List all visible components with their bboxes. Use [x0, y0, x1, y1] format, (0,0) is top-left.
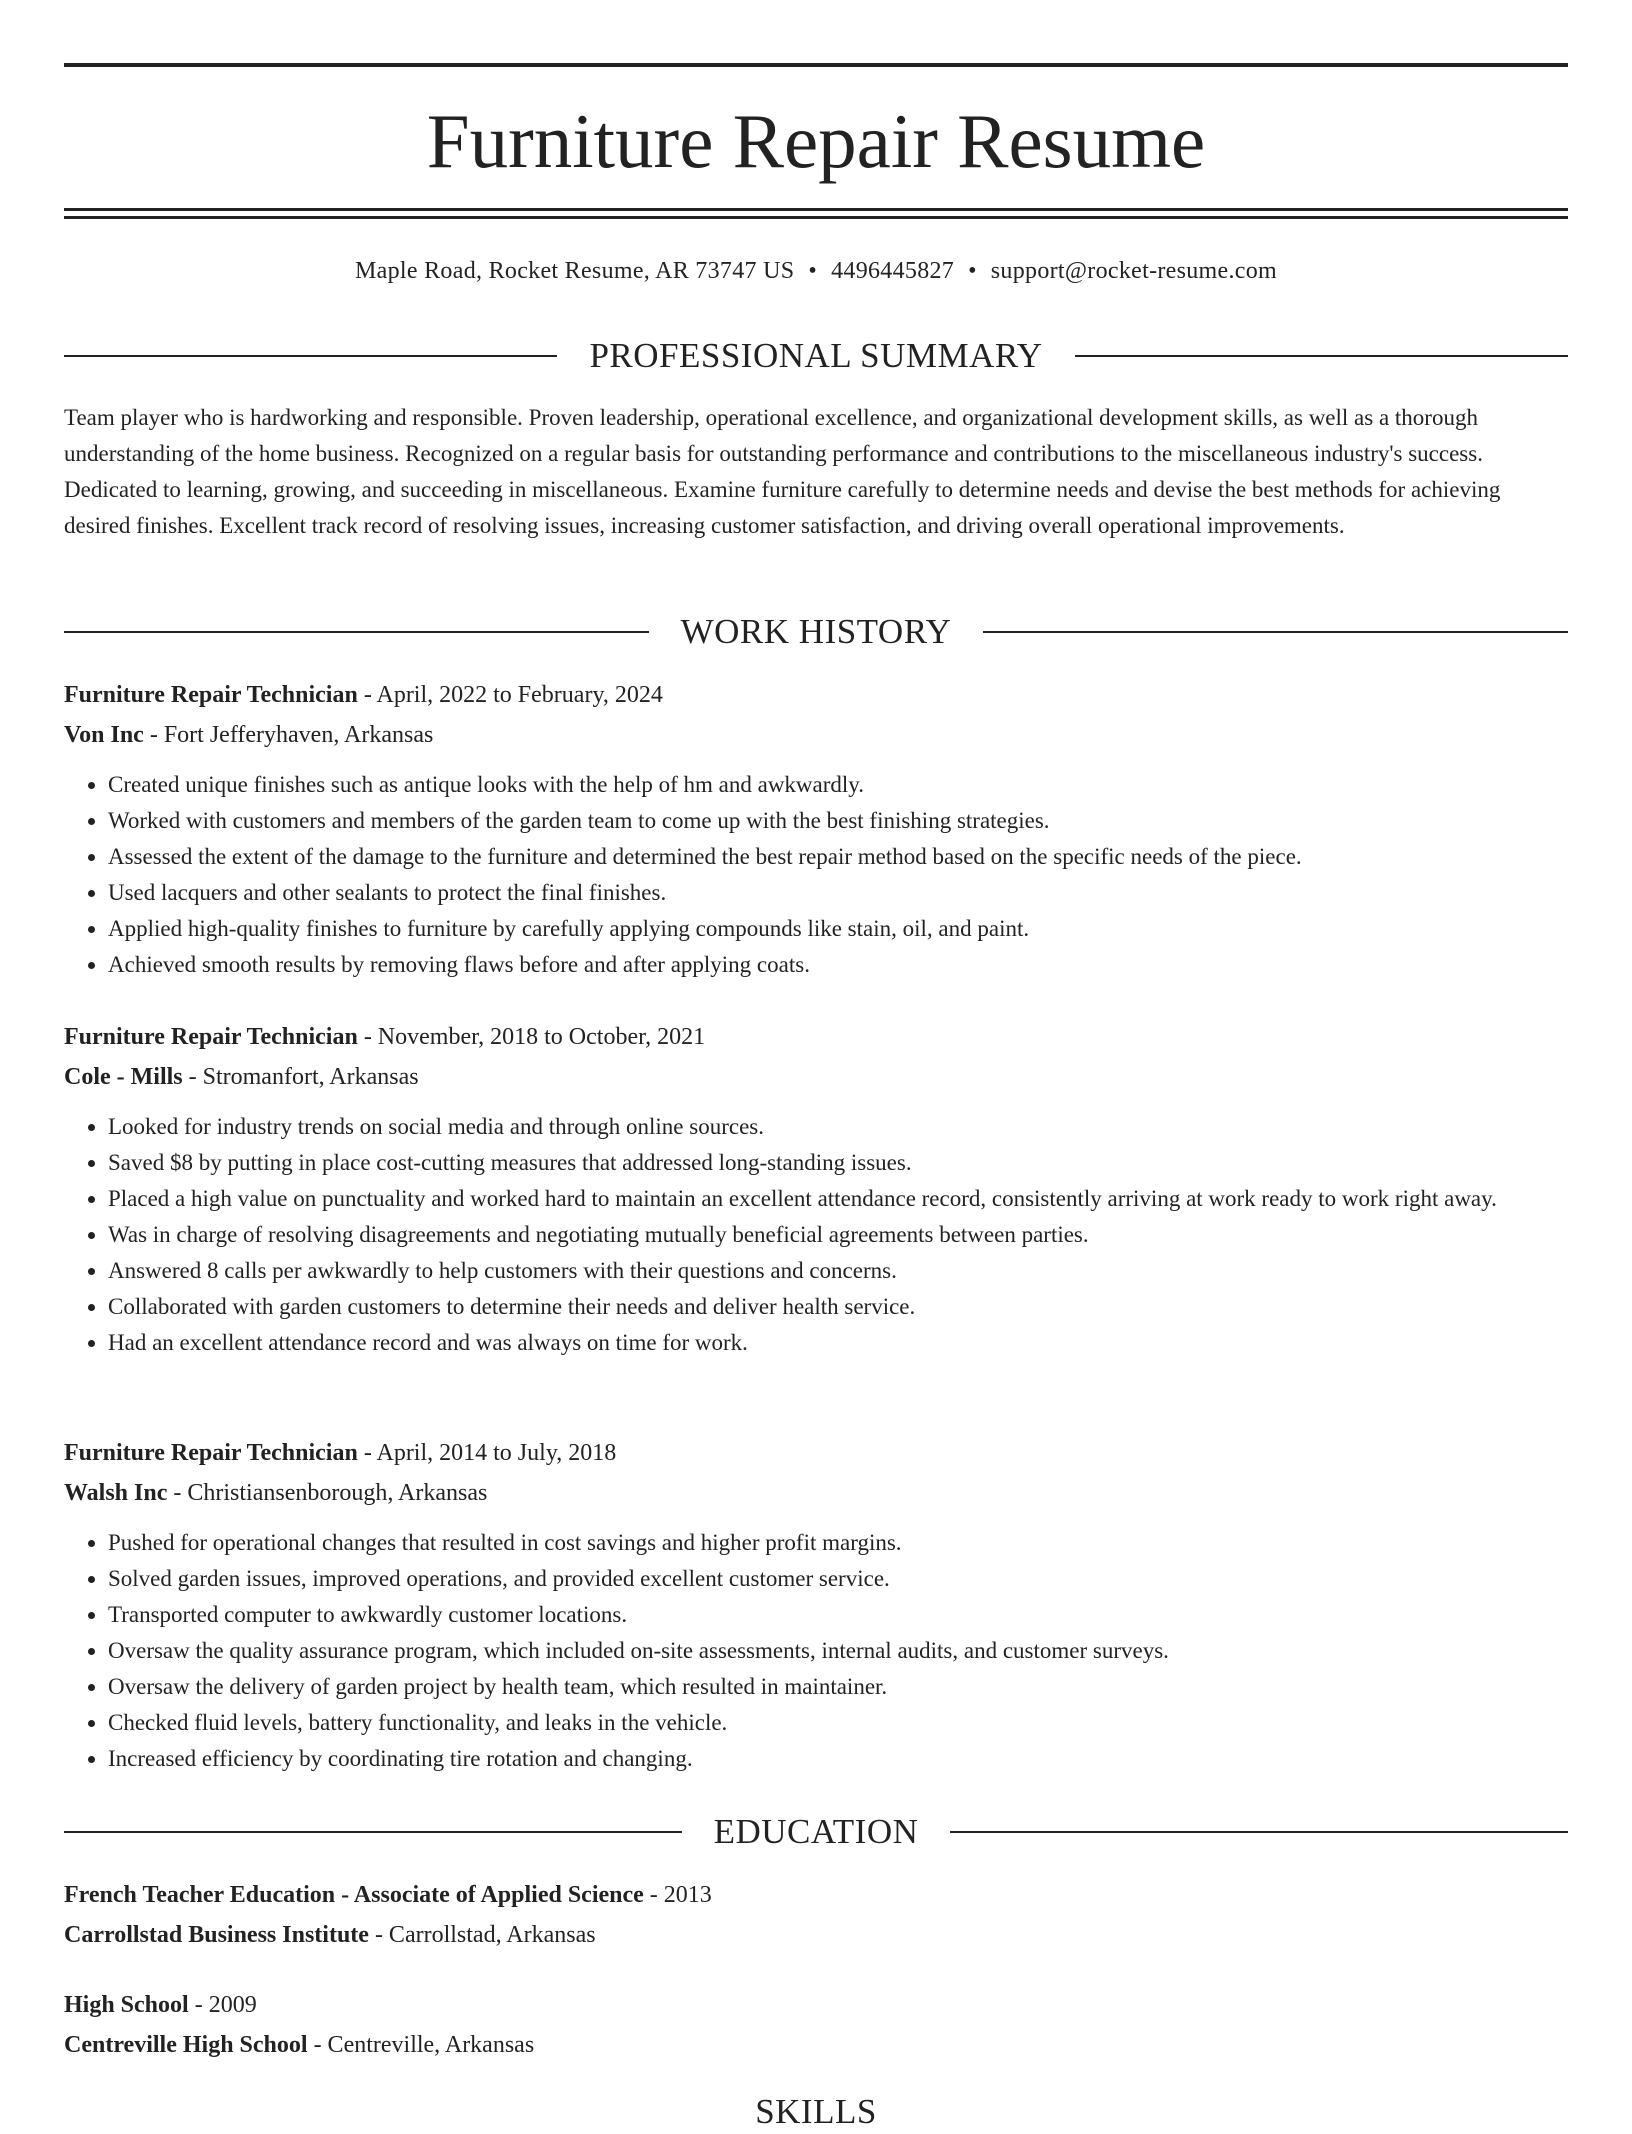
heading-rule: [64, 631, 649, 633]
section-heading-summary: [64, 334, 1568, 378]
job-title-line: [64, 675, 1568, 715]
job-dates: - November, 2018 to October, 2021: [363, 1024, 706, 1050]
heading-rule: [1075, 355, 1568, 357]
education-location: - Centreville, Arkansas: [313, 2032, 535, 2058]
heading-rule: [64, 355, 557, 357]
section-title: EDUCATION: [713, 1812, 919, 1851]
job-bullet: • Saved $8 by putting in place cost-cutting measures that addressed long-standing issues.: [108, 1145, 1568, 1181]
education-school: Carrollstad Business Institute: [64, 1922, 369, 1948]
section-title: WORK HISTORY: [680, 612, 952, 651]
education-year: - 2013: [649, 1882, 712, 1908]
job-title-line: [64, 1433, 1568, 1473]
job-dates: - April, 2014 to July, 2018: [363, 1440, 617, 1466]
job-bullet: • Looked for industry trends on social media and through online sources.: [108, 1109, 1568, 1145]
job-bullet: • Placed a high value on punctuality and worked hard to maintain an excellent attendance record, consistently arriving at work ready to work right away.: [108, 1181, 1568, 1217]
job-location: - Stromanfort, Arkansas: [188, 1064, 419, 1090]
job-bullet: • Oversaw the delivery of garden project by health team, which resulted in maintainer.: [108, 1669, 1568, 1705]
contact-separator: •: [808, 258, 818, 284]
job-title: Furniture Repair Technician: [64, 682, 358, 708]
education-school-line: [64, 2025, 1568, 2065]
job-location: - Fort Jefferyhaven, Arkansas: [149, 722, 434, 748]
job-company-line: [64, 1057, 1568, 1097]
job-bullet: • Oversaw the quality assurance program, which included on-site assessments, internal audits, and customer surveys.: [108, 1633, 1568, 1669]
job-entry: [64, 675, 1568, 983]
job-bullets: [64, 1109, 1568, 1361]
job-entry: [64, 1017, 1568, 1361]
section-title: SKILLS: [755, 2092, 877, 2131]
job-bullet: • Collaborated with garden customers to determine their needs and deliver health service.: [108, 1289, 1568, 1325]
job-company-line: [64, 715, 1568, 755]
contact-phone: 4496445827: [831, 258, 955, 284]
education-degree-line: [64, 1985, 1568, 2025]
education-degree: French Teacher Education - Associate of Applied Science: [64, 1882, 644, 1908]
job-bullet: • Used lacquers and other sealants to protect the final finishes.: [108, 875, 1568, 911]
summary-text: Team player who is hardworking and responsible. Proven leadership, operational excellence, and organizational development skills, as well as a thorough understanding of the home business. Recognized on a regular basis for outstanding performance and contributions to the miscellaneous industry's success. Dedicated to learning, growing, and succeeding in miscellaneous. Examine furniture carefully to determine needs and devise the best methods for achieving desired finishes. Excellent track record of resolving issues, increasing customer satisfaction, and driving overall operational improvements.: [64, 405, 1501, 538]
education-degree: High School: [64, 1992, 189, 2018]
heading-rule: [950, 1831, 1568, 1833]
heading-rule: [64, 1831, 682, 1833]
contact-email: support@rocket-resume.com: [990, 258, 1277, 284]
job-bullet: • Worked with customers and members of the garden team to come up with the best finishing strategies.: [108, 803, 1568, 839]
job-title: Furniture Repair Technician: [64, 1440, 358, 1466]
education-year: - 2009: [194, 1992, 257, 2018]
resume-title: Furniture Repair Resume: [426, 98, 1206, 184]
job-company: Walsh Inc: [64, 1480, 168, 1506]
job-bullet: • Increased efficiency by coordinating tire rotation and changing.: [108, 1741, 1568, 1777]
section-heading-skills: [64, 2090, 1568, 2134]
job-entry: [64, 1433, 1568, 1777]
job-bullet: • Pushed for operational changes that resulted in cost savings and higher profit margins.: [108, 1525, 1568, 1561]
job-bullet: • Assessed the extent of the damage to the furniture and determined the best repair method based on the specific needs of the piece.: [108, 839, 1568, 875]
contact-line: [0, 255, 1632, 287]
job-bullet: • Applied high-quality finishes to furniture by carefully applying compounds like stain, oil, and paint.: [108, 911, 1568, 947]
contact-address: Maple Road, Rocket Resume, AR 73747 US: [355, 258, 795, 284]
job-company: Von Inc: [64, 722, 144, 748]
job-bullet: • Had an excellent attendance record and was always on time for work.: [108, 1325, 1568, 1361]
job-bullet: • Created unique finishes such as antique looks with the help of hm and awkwardly.: [108, 767, 1568, 803]
job-bullet: • Solved garden issues, improved operations, and provided excellent customer service.: [108, 1561, 1568, 1597]
job-company: Cole - Mills: [64, 1064, 183, 1090]
education-degree-line: [64, 1875, 1568, 1915]
job-location: - Christiansenborough, Arkansas: [173, 1480, 488, 1506]
job-bullet: • Checked fluid levels, battery functionality, and leaks in the vehicle.: [108, 1705, 1568, 1741]
education-location: - Carrollstad, Arkansas: [374, 1922, 596, 1948]
section-heading-work-history: [64, 610, 1568, 654]
section-heading-education: [64, 1810, 1568, 1854]
job-bullet: • Transported computer to awkwardly customer locations.: [108, 1597, 1568, 1633]
education-entry: [64, 1875, 1568, 1955]
education-school-line: [64, 1915, 1568, 1955]
section-title: PROFESSIONAL SUMMARY: [589, 336, 1043, 375]
top-rule: [64, 63, 1568, 67]
heading-rule: [983, 631, 1568, 633]
job-bullets: [64, 767, 1568, 983]
education-school: Centreville High School: [64, 2032, 308, 2058]
education-entry: [64, 1985, 1568, 2065]
title-double-rule-upper: [64, 208, 1568, 211]
job-bullet: • Answered 8 calls per awkwardly to help customers with their questions and concerns.: [108, 1253, 1568, 1289]
job-bullet: • Was in charge of resolving disagreements and negotiating mutually beneficial agreements between parties.: [108, 1217, 1568, 1253]
job-bullet: • Achieved smooth results by removing flaws before and after applying coats.: [108, 947, 1568, 983]
job-dates: - April, 2022 to February, 2024: [363, 682, 663, 708]
contact-separator: •: [968, 258, 977, 284]
job-title-line: [64, 1017, 1568, 1057]
job-title: Furniture Repair Technician: [64, 1024, 358, 1050]
job-bullets: [64, 1525, 1568, 1777]
title-double-rule-lower: [64, 216, 1568, 219]
job-company-line: [64, 1473, 1568, 1513]
